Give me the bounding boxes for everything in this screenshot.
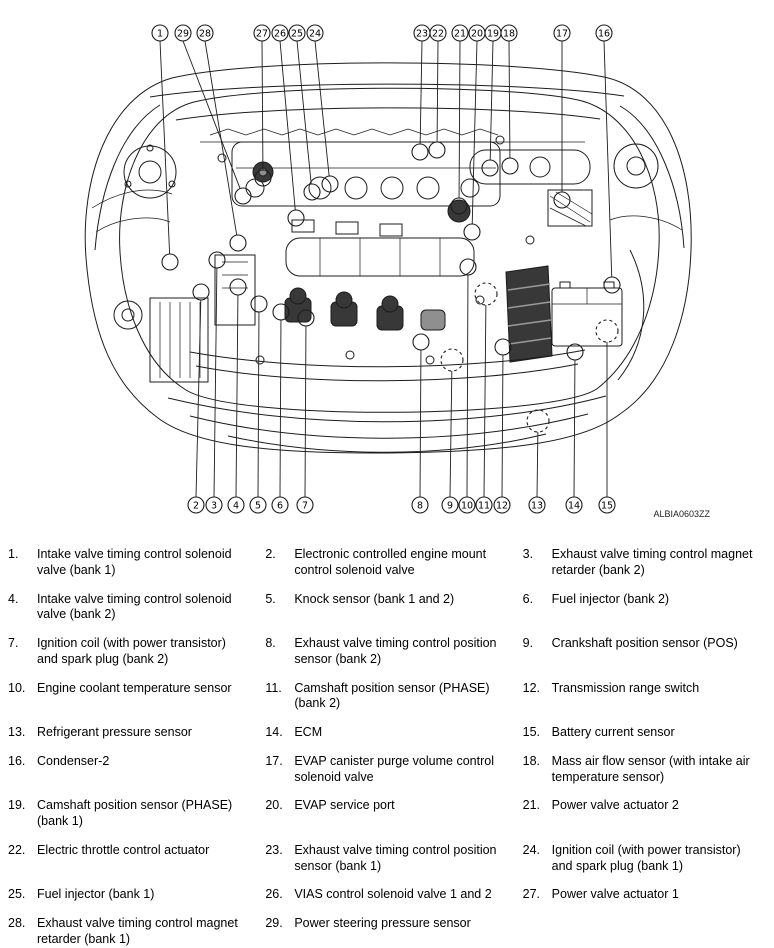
svg-text:23: 23 (415, 28, 429, 40)
legend-item (265, 798, 506, 830)
target-ring-29 (235, 188, 251, 204)
target-ring-26 (288, 210, 304, 226)
callout-17 (554, 25, 570, 41)
callout-16 (596, 25, 612, 41)
callout-7 (297, 497, 313, 513)
legend-item-number: 20. (265, 798, 283, 813)
legend-item (265, 547, 506, 579)
legend-item-number: 4. (8, 591, 19, 606)
target-ring-13 (527, 410, 549, 432)
target-ring-22 (429, 142, 445, 158)
legend-item-text: EVAP canister purge volume control solenoid valve (294, 753, 494, 784)
legend-item-text: Ignition coil (with power transistor) and spark plug (bank 2) (37, 636, 226, 666)
leader-line-29 (183, 41, 240, 189)
target-ring-9 (441, 349, 463, 371)
legend-item-number: 5. (265, 591, 276, 606)
legend-item-number: 13. (8, 725, 26, 739)
callout-28 (197, 25, 213, 41)
svg-text:17: 17 (555, 28, 569, 40)
callout-8 (412, 497, 428, 513)
leader-lines (160, 41, 620, 497)
legend-item-number: 17. (265, 753, 283, 768)
target-ring-8 (413, 334, 429, 350)
leader-line-10 (467, 275, 468, 497)
legend-item (8, 798, 249, 830)
legend-item (8, 754, 249, 786)
svg-text:12: 12 (495, 500, 509, 512)
target-ring-3 (209, 252, 225, 268)
legend-item (523, 843, 764, 875)
legend-item (265, 681, 506, 713)
legend-item (265, 725, 506, 741)
legend-item-number: 16. (8, 753, 26, 768)
svg-text:4: 4 (232, 500, 240, 512)
svg-text:1: 1 (156, 28, 164, 40)
svg-text:9: 9 (446, 500, 454, 512)
legend-item (523, 887, 764, 903)
legend-item (523, 592, 764, 624)
legend-item-text: Camshaft position sensor (PHASE) (bank 1) (37, 798, 233, 828)
legend-item-text: Power steering pressure sensor (294, 916, 471, 930)
legend-item-number: 8. (265, 636, 276, 650)
svg-text:24: 24 (308, 28, 322, 40)
callout-24 (307, 25, 323, 41)
legend-item-number: 21. (522, 798, 541, 813)
svg-text:16: 16 (597, 28, 611, 40)
svg-text:3: 3 (210, 500, 218, 512)
callout-4 (228, 497, 244, 513)
legend-item-number: 22. (8, 842, 26, 857)
legend-item (523, 754, 764, 786)
callout-3 (206, 497, 222, 513)
svg-text:2: 2 (192, 500, 200, 512)
legend-item (8, 636, 249, 668)
legend-item-text: Engine coolant temperature sensor (37, 680, 232, 695)
target-ring-12 (495, 339, 511, 355)
leader-line-25 (297, 41, 311, 184)
legend-item-text: Battery current sensor (551, 725, 675, 739)
legend-item-text: Exhaust valve timing control position sensor (bank 1) (294, 842, 497, 873)
legend-item-text: Intake valve timing control solenoid valve (bank 1) (37, 547, 232, 577)
leader-line-1 (160, 41, 170, 254)
target-ring-23 (412, 144, 428, 160)
legend-item-number: 18. (522, 753, 541, 768)
legend-item-text: Fuel injector (bank 1) (37, 887, 155, 902)
callout-11 (476, 497, 492, 513)
leader-line-21 (459, 41, 460, 198)
legend-item-text: Refrigerant pressure sensor (37, 725, 192, 739)
legend-item-number: 12. (522, 680, 541, 695)
legend-item-text: Camshaft position sensor (PHASE) (bank 2) (294, 680, 490, 711)
svg-text:11: 11 (477, 500, 491, 512)
legend-item (265, 843, 506, 875)
svg-text:10: 10 (460, 500, 474, 512)
legend-item (8, 843, 249, 875)
callout-20 (469, 25, 485, 41)
legend-item-number: 27. (522, 887, 541, 902)
legend-item-text: Intake valve timing control solenoid valve (bank 2) (37, 591, 232, 622)
legend-item-number: 23. (265, 842, 283, 857)
legend-item-number: 10. (8, 680, 26, 695)
callout-25 (289, 25, 305, 41)
svg-text:25: 25 (290, 28, 304, 40)
legend-item-text: VIAS control solenoid valve 1 and 2 (294, 887, 492, 902)
callout-13 (529, 497, 545, 513)
legend-item (265, 754, 506, 786)
legend-item-text: Exhaust valve timing control position sensor (bank 2) (294, 636, 497, 666)
leader-line-2 (196, 300, 201, 497)
svg-text:6: 6 (276, 500, 284, 512)
legend-item-text: Knock sensor (bank 1 and 2) (294, 591, 455, 606)
legend-item-number: 15. (522, 725, 541, 739)
svg-text:26: 26 (273, 28, 287, 40)
leader-line-12 (502, 355, 503, 497)
legend-item-number: 2. (265, 547, 276, 561)
callout-19 (485, 25, 501, 41)
leader-line-23 (420, 41, 422, 144)
legend-item-number: 11. (265, 680, 282, 695)
legend-item-text: Electronic controlled engine mount control solenoid valve (294, 547, 487, 577)
callout-21 (452, 25, 468, 41)
legend-item-text: Power valve actuator 2 (551, 798, 679, 813)
svg-text:20: 20 (470, 28, 484, 40)
legend-item-number: 6. (522, 591, 534, 606)
legend-item (265, 636, 506, 668)
target-ring-25 (304, 184, 320, 200)
leader-line-11 (484, 305, 486, 497)
callout-1 (152, 25, 168, 41)
component-legend (0, 540, 774, 948)
legend-item-text: Electric throttle control actuator (37, 842, 210, 857)
svg-text:27: 27 (255, 28, 269, 40)
target-ring-15 (596, 320, 618, 342)
target-ring-16 (604, 277, 620, 293)
legend-item-number: 14. (265, 725, 283, 739)
legend-item (8, 681, 249, 713)
legend-item-number: 28. (8, 916, 26, 930)
leader-line-13 (537, 432, 538, 497)
callout-18 (501, 25, 517, 41)
leader-line-14 (574, 360, 575, 497)
legend-item-number: 9. (522, 636, 534, 650)
legend-item (523, 681, 764, 713)
svg-text:13: 13 (530, 500, 544, 512)
svg-text:28: 28 (198, 28, 212, 40)
legend-item (265, 916, 506, 948)
target-ring-1 (162, 254, 178, 270)
legend-item-text: Crankshaft position sensor (POS) (551, 636, 738, 650)
leader-line-16 (604, 41, 612, 277)
callout-29 (175, 25, 191, 41)
svg-text:18: 18 (502, 28, 516, 40)
svg-text:5: 5 (254, 500, 262, 512)
legend-item-text: Power valve actuator 1 (551, 887, 679, 902)
legend-item (265, 887, 506, 903)
legend-item-number: 19. (8, 798, 26, 813)
callout-9 (442, 497, 458, 513)
legend-item-text: ECM (294, 725, 323, 739)
legend-item-number: 24. (522, 842, 541, 857)
legend-item-number: 29. (265, 916, 283, 930)
legend-item-text: Exhaust valve timing control magnet retarder (bank 1) (37, 916, 238, 946)
legend-item-text: Condenser-2 (37, 753, 110, 768)
callout-12 (494, 497, 510, 513)
legend-item-text: Exhaust valve timing control magnet retarder (bank 2) (551, 547, 753, 577)
target-ring-4 (230, 279, 246, 295)
legend-item-number: 3. (522, 547, 534, 561)
target-ring-28 (230, 235, 246, 251)
legend-item (8, 916, 249, 948)
callout-27 (254, 25, 270, 41)
svg-text:7: 7 (301, 500, 309, 512)
callout-23 (414, 25, 430, 41)
engine-art (85, 63, 691, 453)
leader-line-8 (420, 350, 421, 497)
legend-item (8, 887, 249, 903)
leader-line-27 (262, 41, 263, 170)
legend-item-text: Fuel injector (bank 2) (551, 591, 670, 606)
legend-item (8, 592, 249, 624)
leader-line-5 (258, 312, 259, 497)
legend-item (523, 636, 764, 668)
callout-22 (430, 25, 446, 41)
svg-text:14: 14 (567, 500, 581, 512)
leader-line-7 (305, 326, 306, 497)
legend-item-number: 7. (8, 636, 19, 650)
svg-text:15: 15 (600, 500, 614, 512)
leader-line-9 (450, 371, 452, 497)
svg-text:21: 21 (453, 28, 467, 40)
figure-code: ALBIA0603ZZ (653, 509, 710, 519)
leader-line-6 (280, 320, 281, 497)
callout-14 (566, 497, 582, 513)
legend-item (523, 547, 764, 579)
legend-item (523, 725, 764, 741)
legend-item (265, 592, 506, 624)
callout-6 (272, 497, 288, 513)
legend-item (523, 798, 764, 830)
target-ring-18 (502, 158, 518, 174)
legend-item-number: 26. (265, 887, 283, 902)
legend-item-number: 25. (8, 887, 26, 902)
callout-2 (188, 497, 204, 513)
leader-line-26 (280, 41, 295, 210)
legend-item-text: Transmission range switch (551, 680, 700, 695)
legend-item (8, 547, 249, 579)
callout-26 (272, 25, 288, 41)
callout-15 (599, 497, 615, 513)
legend-item-number: 1. (8, 547, 19, 561)
svg-text:8: 8 (416, 500, 424, 512)
callout-10 (459, 497, 475, 513)
callout-5 (250, 497, 266, 513)
leader-line-22 (437, 41, 438, 142)
leader-line-20 (472, 41, 477, 224)
target-ring-5 (251, 296, 267, 312)
svg-text:29: 29 (176, 28, 190, 40)
svg-text:19: 19 (486, 28, 500, 40)
legend-item-text: Ignition coil (with power transistor) and spark plug (bank 1) (551, 842, 741, 873)
legend-item-text: Mass air flow sensor (with intake air temperature sensor) (551, 753, 750, 784)
legend-item (8, 725, 249, 741)
target-ring-11 (475, 283, 497, 305)
target-ring-20 (464, 224, 480, 240)
legend-item-text: EVAP service port (294, 798, 395, 813)
svg-text:22: 22 (431, 28, 445, 40)
leader-line-18 (509, 41, 510, 158)
